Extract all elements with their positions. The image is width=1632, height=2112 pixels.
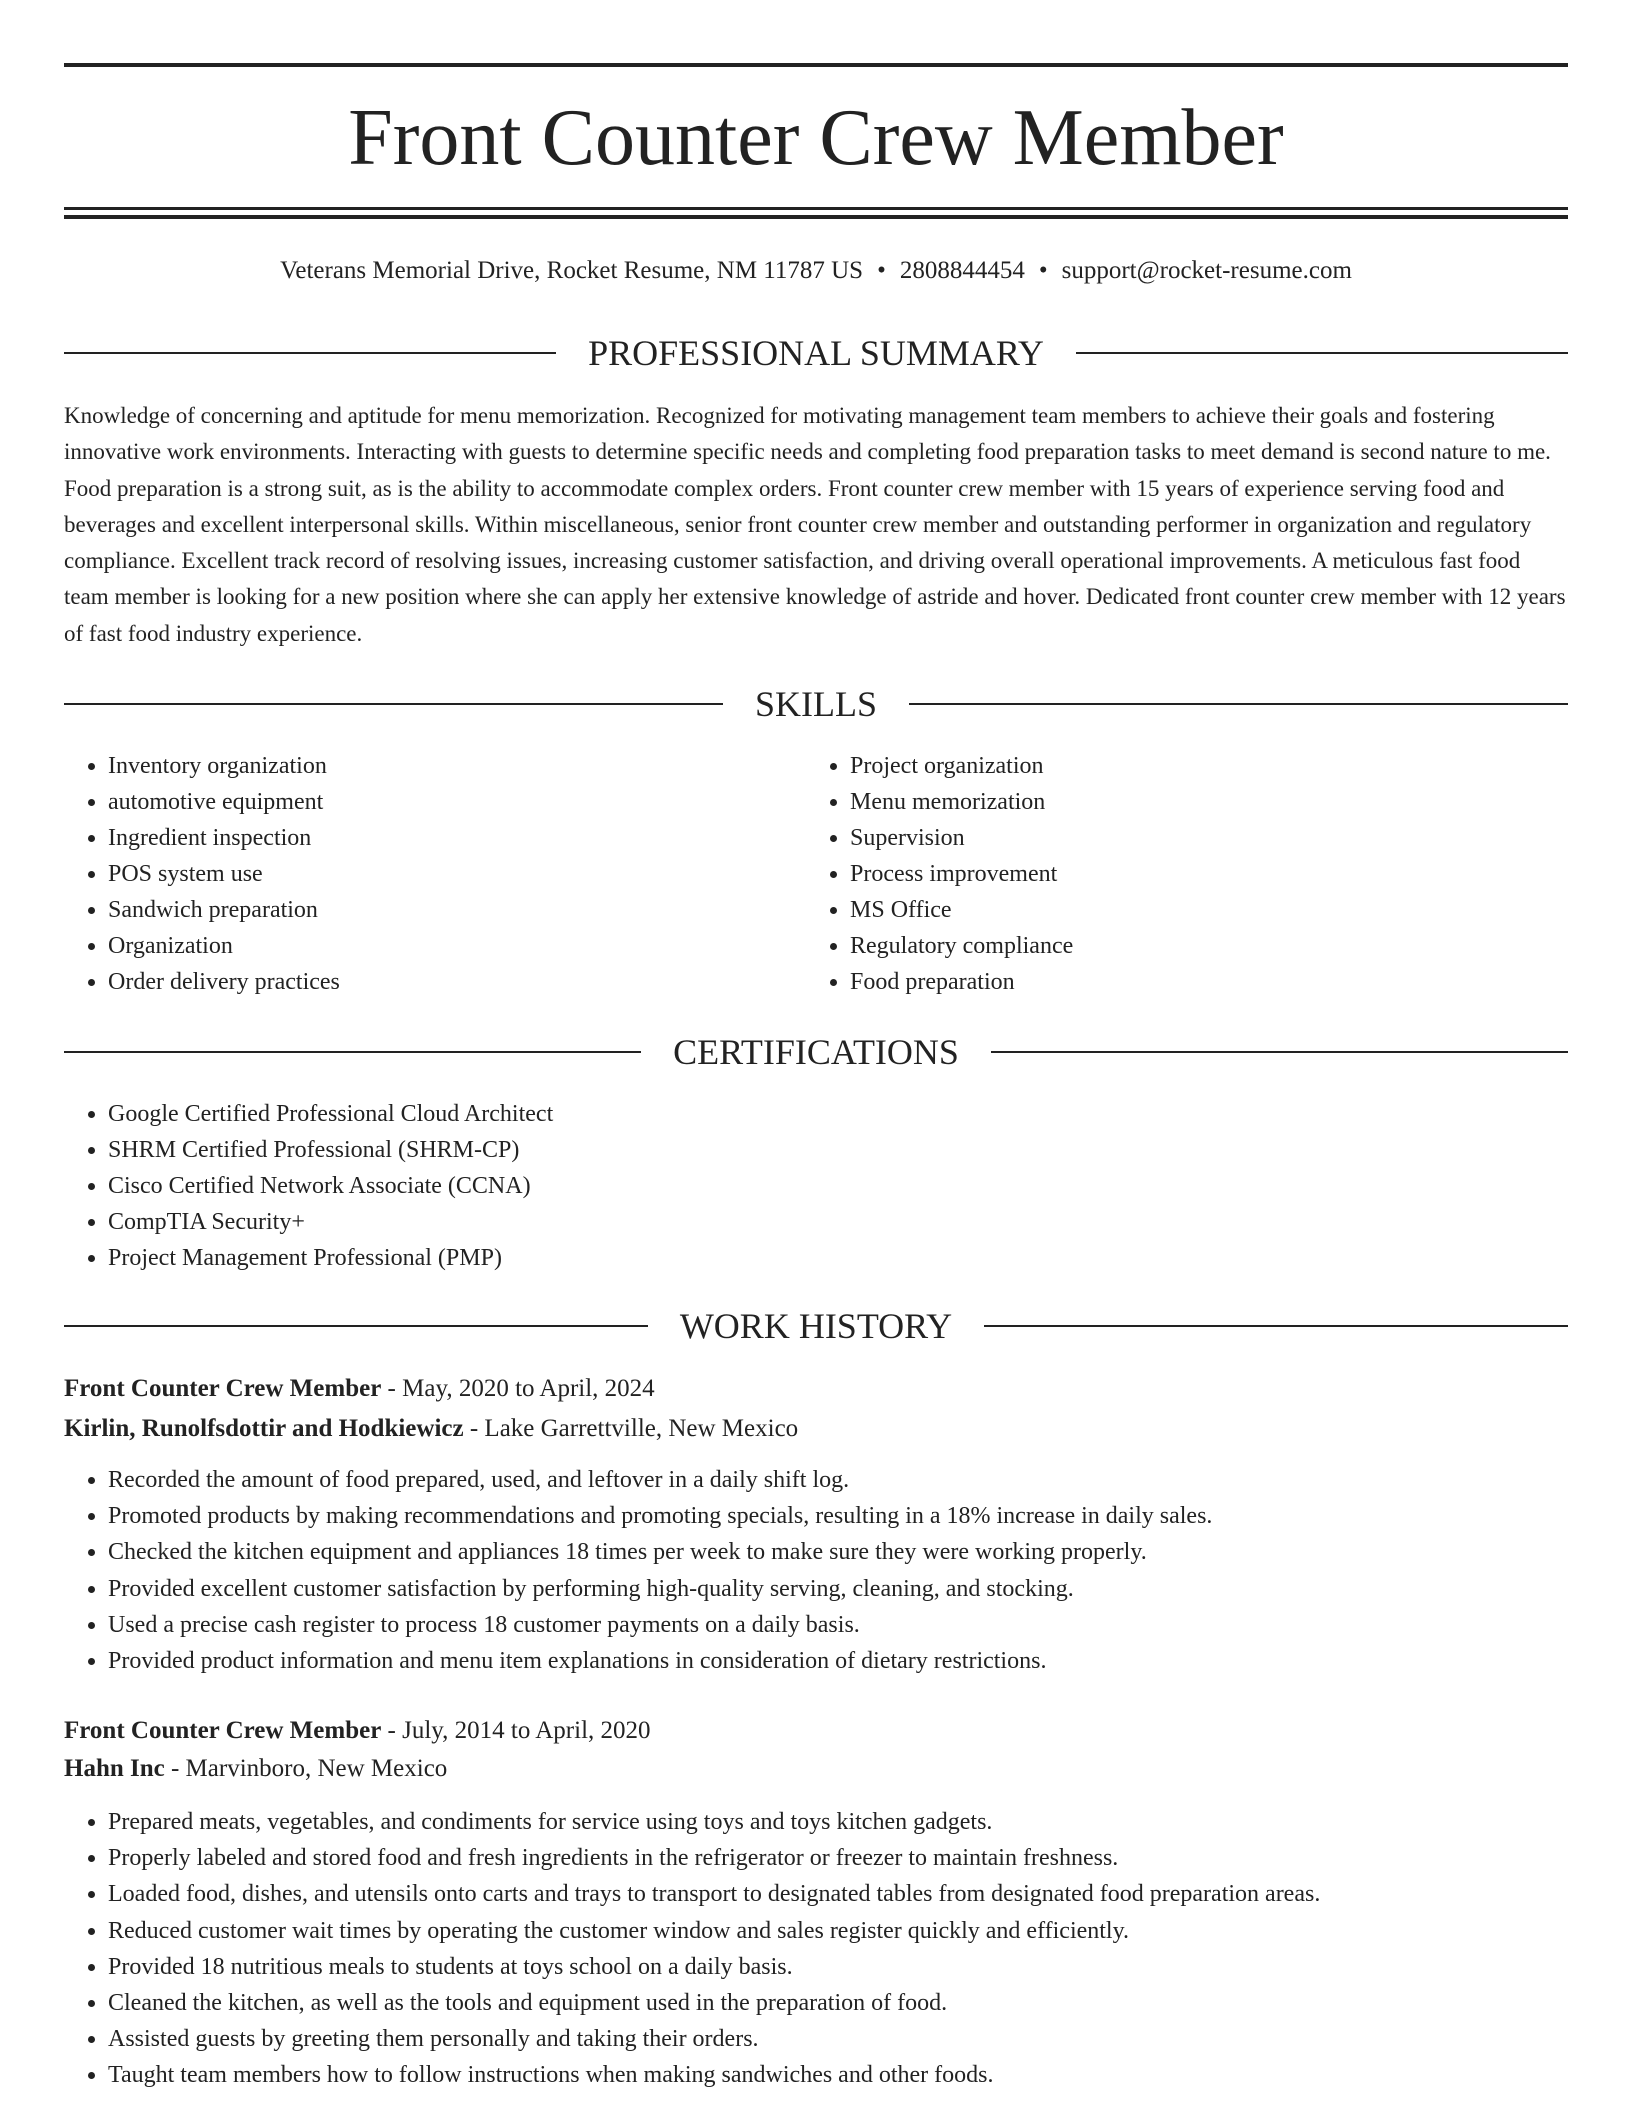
header-double-rule-lower xyxy=(64,215,1568,219)
list-item: • POS system use xyxy=(108,856,808,892)
candidate-name: Front Counter Crew Member xyxy=(348,94,1284,182)
contact-line xyxy=(64,253,1568,289)
heading-rule-left xyxy=(64,352,556,354)
list-item: • Provided product information and menu item explanations in consideration of dietary restrictions. xyxy=(108,1643,1568,1679)
header-double-rule-upper xyxy=(64,207,1568,210)
list-item: • Provided 18 nutritious meals to students at toys school on a daily basis. xyxy=(108,1949,1568,1985)
list-item: • Project Management Professional (PMP) xyxy=(108,1240,1568,1276)
job-bullets xyxy=(64,1462,1568,1679)
contact-separator: • xyxy=(1038,257,1048,284)
job-title-line xyxy=(64,1713,1568,1749)
list-item: • Ingredient inspection xyxy=(108,820,808,856)
job-title-line xyxy=(64,1371,1568,1407)
job-bullets xyxy=(64,1804,1568,2094)
heading-rule-right xyxy=(984,1325,1568,1327)
heading-rule-right xyxy=(909,703,1568,705)
section-title: PROFESSIONAL SUMMARY xyxy=(588,333,1044,373)
heading-rule-right xyxy=(991,1051,1568,1053)
list-item: • Taught team members how to follow instructions when making sandwiches and other foods. xyxy=(108,2057,1568,2093)
list-item: • Cleaned the kitchen, as well as the tools and equipment used in the preparation of food. xyxy=(108,1985,1568,2021)
heading-rule-left xyxy=(64,703,723,705)
heading-rule-right xyxy=(1076,352,1568,354)
list-item: • Project organization xyxy=(850,748,1550,784)
section-heading-summary xyxy=(64,331,1568,375)
skills-list-left xyxy=(64,748,808,1000)
job-company: Hahn Inc xyxy=(64,1755,165,1782)
list-item: • Checked the kitchen equipment and appliances 18 times per week to make sure they were working properly. xyxy=(108,1534,1568,1570)
skills-list-right xyxy=(806,748,1550,1000)
list-item: • Google Certified Professional Cloud Architect xyxy=(108,1096,1568,1132)
list-item: • Provided excellent customer satisfaction by performing high-quality serving, cleaning, and stocking. xyxy=(108,1571,1568,1607)
job-dates: - May, 2020 to April, 2024 xyxy=(381,1375,655,1402)
list-item: • Prepared meats, vegetables, and condiments for service using toys and toys kitchen gadgets. xyxy=(108,1804,1568,1840)
list-item: • automotive equipment xyxy=(108,784,808,820)
contact-phone: 2808844454 xyxy=(899,257,1025,284)
job-company-line xyxy=(64,1411,1568,1447)
list-item: • Properly labeled and stored food and fresh ingredients in the refrigerator or freezer to maintain freshness. xyxy=(108,1840,1568,1876)
list-item: • SHRM Certified Professional (SHRM-CP) xyxy=(108,1132,1568,1168)
job-title: Front Counter Crew Member xyxy=(64,1717,382,1744)
list-item: • Recorded the amount of food prepared, used, and leftover in a daily shift log. xyxy=(108,1462,1568,1498)
list-item: • Food preparation xyxy=(850,964,1550,1000)
list-item: • Assisted guests by greeting them personally and taking their orders. xyxy=(108,2021,1568,2057)
heading-rule-left xyxy=(64,1051,641,1053)
header-top-rule xyxy=(64,63,1568,67)
list-item: • Order delivery practices xyxy=(108,964,808,1000)
section-heading-certifications xyxy=(64,1030,1568,1074)
section-heading-skills xyxy=(64,682,1568,726)
list-item: • Inventory organization xyxy=(108,748,808,784)
contact-address: Veterans Memorial Drive, Rocket Resume, NM 11787 US xyxy=(280,257,864,284)
list-item: • Promoted products by making recommendations and promoting specials, resulting in a 18% increase in daily sales. xyxy=(108,1498,1568,1534)
certifications-list xyxy=(64,1096,1568,1276)
list-item: • Organization xyxy=(108,928,808,964)
summary-paragraph: Knowledge of concerning and aptitude for menu memorization. Recognized for motivating management team members to achieve their goals and fostering innovative work environments. Interacting with guests to determine specific needs and completing food preparation tasks to meet demand is second nature to me. Food preparation is a strong suit, as is the ability to accommodate complex orders. Front counter crew member with 15 years of experience serving food and beverages and excellent interpersonal skills. Within miscellaneous, senior front counter crew member and outstanding performer in organization and regulatory compliance. Excellent track record of resolving issues, increasing customer satisfaction, and driving overall operational improvements. A meticulous fast food team member is looking for a new position where she can apply her extensive knowledge of astride and hover. Dedicated front counter crew member with 12 years of fast food industry experience. xyxy=(64,403,1566,646)
list-item: • Reduced customer wait times by operating the customer window and sales register quickly and efficiently. xyxy=(108,1913,1568,1949)
section-title: WORK HISTORY xyxy=(679,1306,953,1346)
list-item: • Supervision xyxy=(850,820,1550,856)
list-item: • Process improvement xyxy=(850,856,1550,892)
section-title: SKILLS xyxy=(755,684,878,724)
list-item: • CompTIA Security+ xyxy=(108,1204,1568,1240)
job-company-line xyxy=(64,1751,1568,1787)
job-title: Front Counter Crew Member xyxy=(64,1375,382,1402)
list-item: • Sandwich preparation xyxy=(108,892,808,928)
section-title: CERTIFICATIONS xyxy=(673,1032,959,1072)
section-heading-work-history xyxy=(64,1304,1568,1348)
list-item: • Cisco Certified Network Associate (CCNA) xyxy=(108,1168,1568,1204)
list-item: • Loaded food, dishes, and utensils onto carts and trays to transport to designated tables from designated food preparation areas. xyxy=(108,1876,1568,1912)
job-location: - Lake Garrettville, New Mexico xyxy=(463,1415,799,1442)
list-item: • Regulatory compliance xyxy=(850,928,1550,964)
list-item: • MS Office xyxy=(850,892,1550,928)
job-company: Kirlin, Runolfsdottir and Hodkiewicz xyxy=(64,1415,464,1442)
contact-separator: • xyxy=(877,257,886,284)
list-item: • Menu memorization xyxy=(850,784,1550,820)
job-location: - Marvinboro, New Mexico xyxy=(164,1755,448,1782)
job-dates: - July, 2014 to April, 2020 xyxy=(381,1717,651,1744)
contact-email: support@rocket-resume.com xyxy=(1061,257,1352,284)
list-item: • Used a precise cash register to process 18 customer payments on a daily basis. xyxy=(108,1607,1568,1643)
heading-rule-left xyxy=(64,1325,648,1327)
